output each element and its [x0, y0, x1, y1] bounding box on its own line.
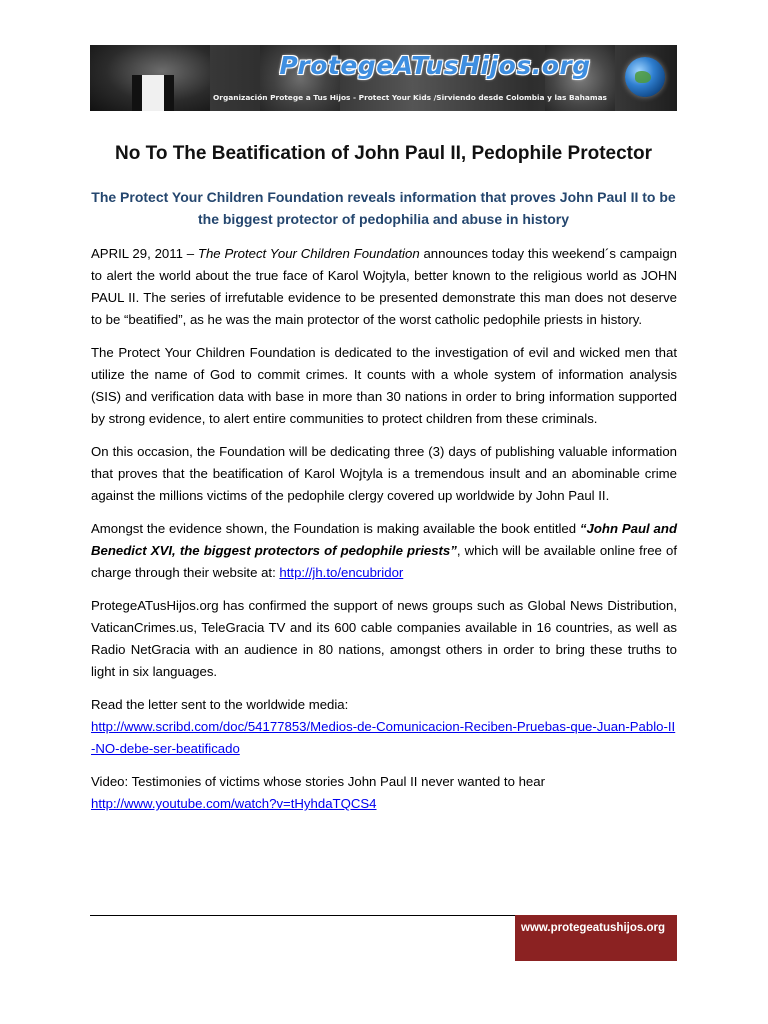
organization-name: The Protect Your Children Foundation: [197, 246, 420, 261]
paragraph-support: ProtegeATusHijos.org has confirmed the support of news groups such as Global News Distribution, VaticanCrimes.us, TeleGracia TV and its 600 cable companies available in 16 countries, as well as Radio NetGracia with an audience in 80 nations, amongst others in order to bring these truths to light in six languages.: [91, 598, 677, 679]
clerical-collar: [132, 75, 174, 111]
paragraph-announcement: [91, 243, 677, 331]
video-label: Video: Testimonies of victims whose stories John Paul II never wanted to hear: [91, 774, 545, 789]
book-availability: , which will be available online free of charge through their website at:: [91, 543, 677, 580]
document-title: No To The Beatification of John Paul II, Pedophile Protector: [115, 143, 652, 164]
paragraph-book: [91, 518, 677, 584]
brand-logo: ProtegeATusHijos.org: [279, 51, 591, 80]
paragraph-foundation: The Protect Your Children Foundation is dedicated to the investigation of evil and wicked men that utilize the name of God to commit crimes. It counts with a whole system of information analysis (SIS) and verification data with base in more than 30 nations in order to bring information supported by strong evidence, to alert entire communities to protect children from these criminals.: [91, 345, 677, 426]
banner-tagline: Organización Protege a Tus Hijos - Protect Your Kids /Sirviendo desde Colombia y las Bahamas: [213, 93, 607, 102]
youtube-video-link[interactable]: http://www.youtube.com/watch?v=tHyhdaTQCS4: [91, 796, 377, 811]
video-section: [91, 771, 677, 815]
scribd-letter-link[interactable]: http://www.scribd.com/doc/54177853/Medios-de-Comunicacion-Reciben-Pruebas-que-Juan-Pablo-II-NO-debe-ser-beatificado: [91, 719, 676, 756]
document-body: [91, 243, 677, 826]
announcement-text: announces today this weekend´s campaign to alert the world about the true face of Karol Wojtyla, better known to the religious world as JOHN PAUL II. The series of irrefutable evidence to be presented demonstrate this man does not deserve to be “beatified”, as he was the main protector of the worst catholic pedophile priests in history.: [91, 246, 677, 327]
book-intro: Amongst the evidence shown, the Foundation is making available the book entitled: [91, 521, 580, 536]
encubridor-link[interactable]: http://jh.to/encubridor: [279, 565, 404, 580]
press-date: APRIL 29, 2011 –: [91, 246, 198, 261]
footer-website: www.protegeatushijos.org: [515, 915, 677, 961]
letter-label: Read the letter sent to the worldwide media:: [91, 697, 349, 712]
footer-divider: [90, 915, 515, 916]
book-title: “John Paul and Benedict XVI, the biggest protectors of pedophile priests”: [91, 521, 677, 558]
paragraph-occasion: On this occasion, the Foundation will be dedicating three (3) days of publishing valuable information that proves that the beatification of Karol Wojtyla is a tremendous insult and an abominable crime against the millions victims of the pedophile clergy covered up worldwide by John Paul II.: [91, 444, 677, 503]
header-banner: [90, 45, 677, 111]
letter-section: [91, 694, 677, 760]
document-subtitle: The Protect Your Children Foundation reveals information that proves John Paul II to be the biggest protector of pedophilia and abuse in history: [91, 189, 676, 227]
globe-icon: [625, 57, 665, 97]
